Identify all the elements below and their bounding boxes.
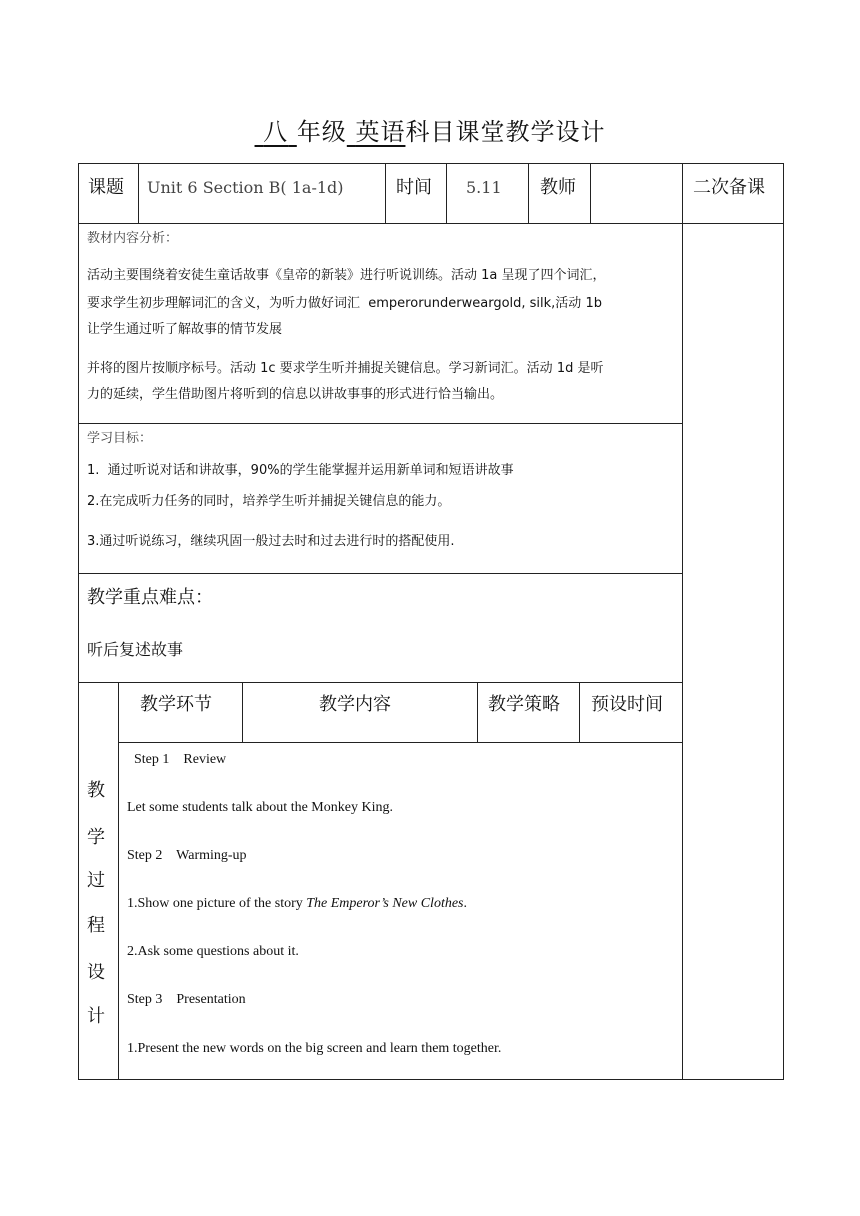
title-rest: 科目课堂教学设计	[405, 118, 606, 146]
col-divider	[590, 163, 591, 223]
side-char: 学	[87, 827, 105, 848]
objectives-heading: 学习目标：	[87, 431, 153, 446]
step-heading: Step 3 Presentation	[127, 992, 246, 1007]
side-char: 设	[87, 962, 105, 983]
document-title	[0, 112, 860, 147]
row-divider	[78, 682, 683, 683]
objective-item: 3.通过听说练习，继续巩固一般过去时和过去进行时的搭配使用.	[87, 534, 455, 549]
step-heading: Step 1 Review	[134, 752, 227, 767]
column-header-content: 教学内容	[319, 694, 391, 715]
step-text: 1.Present the new words on the big screen and learn them together.	[127, 1041, 502, 1056]
second-prep-label: 二次备课	[693, 177, 765, 198]
col-divider	[682, 163, 683, 1080]
analysis-line: 让学生通过听了解故事的情节发展	[87, 322, 283, 337]
column-header-stage: 教学环节	[140, 694, 212, 715]
analysis-line: 并将的图片按顺序标号。活动 1c 要求学生听并捕捉关键信息。学习新词汇。活动 1d 是听	[87, 361, 604, 376]
time-value: 5.11	[466, 178, 502, 197]
col-divider	[477, 682, 478, 742]
analysis-heading: 教材内容分析：	[87, 231, 179, 246]
key-points-heading: 教学重点难点：	[87, 587, 213, 608]
side-char: 程	[87, 915, 105, 936]
col-divider	[528, 163, 529, 223]
analysis-line: 力的延续，学生借助图片将听到的信息以讲故事事的形式进行恰当输出。	[87, 387, 504, 402]
side-char: 计	[87, 1006, 105, 1027]
step-heading: Step 2 Warming-up	[127, 848, 247, 863]
time-label: 时间	[396, 177, 432, 198]
row-divider	[78, 223, 784, 224]
column-header-strategy: 教学策略	[488, 694, 560, 715]
col-divider	[138, 163, 139, 223]
column-header-time: 预设时间	[591, 694, 663, 715]
objective-item: 1. 通过听说对话和讲故事，90%的学生能掌握并运用新单词和短语讲故事	[87, 463, 514, 478]
title-subject: 英语	[355, 118, 406, 146]
analysis-line: 活动主要围绕着安徒生童话故事《皇帝的新装》进行听说训练。活动 1a 呈现了四个词汇，	[87, 268, 606, 283]
topic-value: Unit 6 Section B( 1a-1d)	[147, 178, 344, 197]
analysis-line: 要求学生初步理解词汇的含义，为听力做好词汇 emperorunderweargold, silk,活动 1b	[87, 296, 602, 311]
side-char: 过	[87, 870, 105, 891]
title-grade: 八	[263, 118, 289, 146]
side-char: 教	[87, 780, 105, 801]
step-text: 1.Show one picture of the story The Emperor’s New Clothes.	[127, 896, 467, 911]
row-divider	[118, 742, 683, 743]
title-grade-suffix: 年级	[296, 118, 347, 146]
step-text: 2.Ask some questions about it.	[127, 944, 299, 959]
col-divider	[242, 682, 243, 742]
topic-label: 课题	[88, 177, 124, 198]
step-text: Let some students talk about the Monkey King.	[127, 800, 393, 815]
story-title: The Emperor’s New Clothes	[306, 896, 464, 911]
row-divider	[78, 573, 683, 574]
col-divider	[118, 682, 119, 1080]
col-divider	[446, 163, 447, 223]
key-points-content: 听后复述故事	[87, 640, 184, 659]
teacher-label: 教师	[540, 177, 576, 198]
col-divider	[385, 163, 386, 223]
col-divider	[579, 682, 580, 742]
row-divider	[78, 423, 683, 424]
objective-item: 2.在完成听力任务的同时，培养学生听并捕捉关键信息的能力。	[87, 494, 451, 509]
